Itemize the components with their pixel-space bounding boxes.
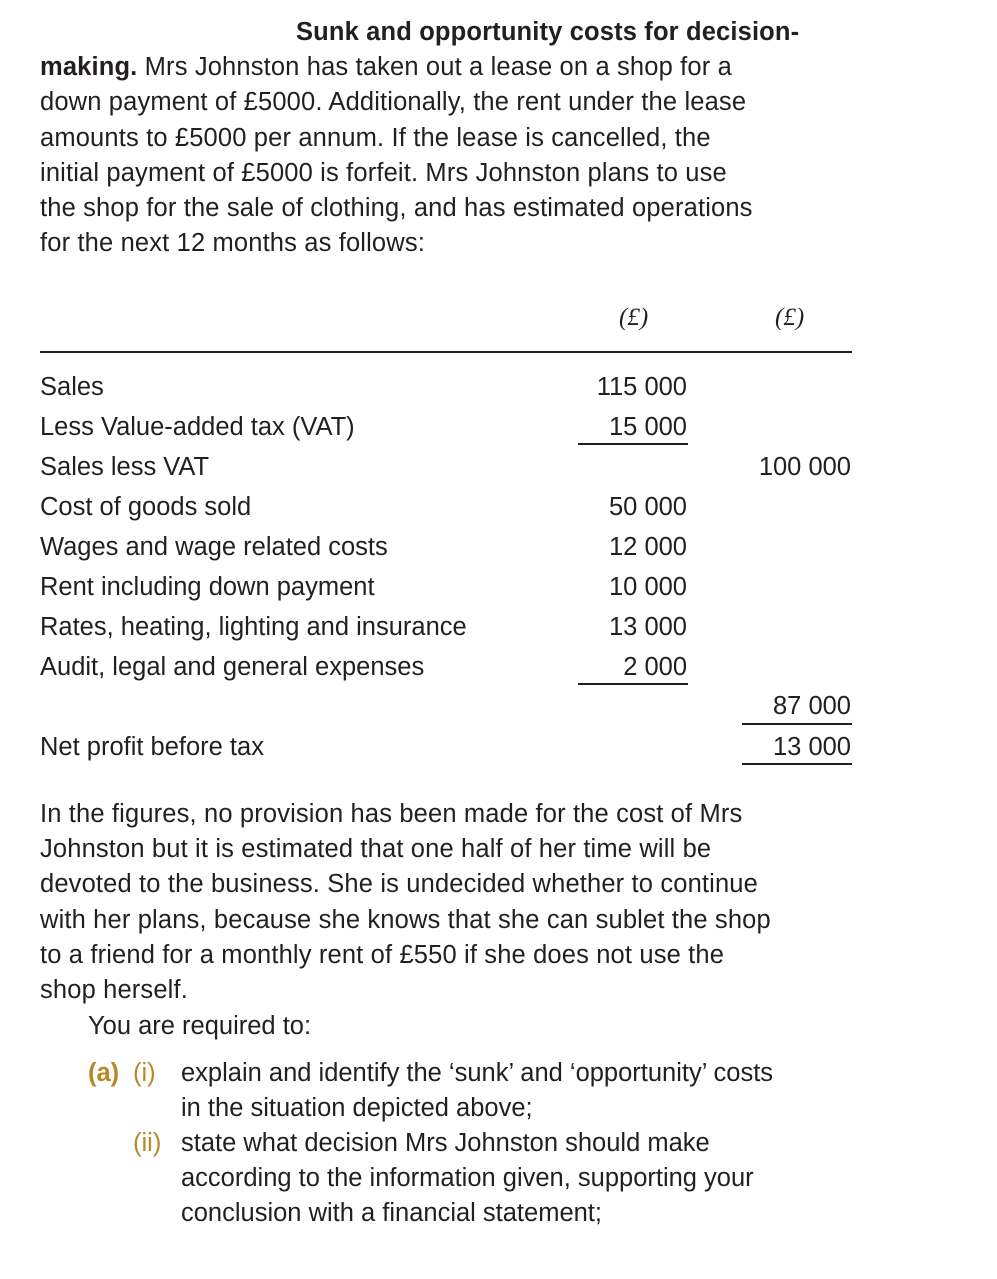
part-i-text [181, 1056, 773, 1126]
table-row [40, 647, 852, 687]
context-line: to a friend for a monthly rent of £550 if she does not use the [40, 940, 725, 969]
context-line: shop herself. [40, 976, 188, 1005]
row-value-col2: 100 000 [758, 453, 851, 481]
part-ii-line: according to the information given, supporting your [181, 1164, 754, 1193]
row-label: Net profit before tax [40, 733, 264, 761]
part-ii-line: state what decision Mrs Johnston should make [181, 1129, 710, 1157]
row-value-col1: 12 000 [609, 533, 687, 561]
row-value-col2: 13 000 [773, 733, 851, 761]
context-line: Johnston but it is estimated that one half of her time will be [40, 835, 712, 864]
row-value-col1: 115 000 [596, 373, 687, 401]
row-value-col1: 2 000 [623, 653, 687, 681]
table-row [40, 527, 852, 567]
required-instruction: You are required to: [88, 1012, 312, 1040]
intro-line-1-text: Mrs Johnston has taken out a lease on a shop for a [137, 53, 732, 82]
intro-line: down payment of £5000. Additionally, the rent under the lease [40, 88, 747, 117]
part-ii-text [181, 1126, 754, 1232]
header-rule [40, 351, 852, 353]
table-row [40, 727, 852, 767]
table-row [40, 487, 852, 527]
row-label: Sales less VAT [40, 453, 210, 481]
intro-paragraph [40, 15, 920, 261]
row-value-col1: 10 000 [609, 573, 687, 601]
table-row [40, 447, 852, 487]
subtotal-rule [578, 443, 688, 445]
intro-line: initial payment of £5000 is forfeit. Mrs Johnston plans to use [40, 158, 727, 187]
part-i-line: in the situation depicted above; [181, 1094, 533, 1123]
subtotal-rule [578, 683, 688, 685]
context-line: In the figures, no provision has been made for the cost of Mrs [40, 800, 743, 828]
table-row [40, 407, 852, 447]
row-label: Less Value-added tax (VAT) [40, 413, 355, 441]
row-label: Audit, legal and general expenses [40, 653, 425, 681]
column-header-1: (£) [619, 304, 649, 331]
part-ii-label: (ii) [133, 1129, 162, 1157]
row-label: Rates, heating, lighting and insurance [40, 613, 467, 641]
part-i-label: (i) [133, 1059, 156, 1087]
final-rule [742, 763, 852, 765]
row-value-col1: 50 000 [609, 493, 687, 521]
part-ii-line: conclusion with a financial statement; [181, 1199, 602, 1228]
row-value-col2: 87 000 [773, 692, 851, 720]
row-value-col1: 15 000 [609, 413, 687, 441]
total-rule [742, 723, 852, 725]
row-label: Rent including down payment [40, 573, 375, 601]
part-i-line: explain and identify the ‘sunk’ and ‘opportunity’ costs [181, 1059, 774, 1087]
intro-line: the shop for the sale of clothing, and has estimated operations [40, 194, 753, 223]
table-row [40, 567, 852, 607]
intro-line: amounts to £5000 per annum. If the lease is cancelled, the [40, 123, 711, 152]
intro-line [40, 50, 920, 85]
question-title: Sunk and opportunity costs for decision- [296, 18, 800, 46]
column-header-2: (£) [775, 304, 805, 331]
question-title-continued: making. [40, 53, 138, 82]
table-row [40, 607, 852, 647]
context-paragraph [40, 797, 920, 1008]
intro-line: for the next 12 months as follows: [40, 229, 425, 258]
context-line: devoted to the business. She is undecided whether to continue [40, 870, 758, 899]
row-value-col1: 13 000 [609, 613, 687, 641]
row-label: Cost of goods sold [40, 493, 252, 521]
row-label: Sales [40, 373, 104, 401]
table-row [40, 367, 852, 407]
part-a-label: (a) [88, 1059, 120, 1087]
operations-estimate-table [40, 300, 852, 770]
row-label: Wages and wage related costs [40, 533, 388, 561]
context-line: with her plans, because she knows that she can sublet the shop [40, 905, 771, 934]
table-row [40, 686, 852, 726]
